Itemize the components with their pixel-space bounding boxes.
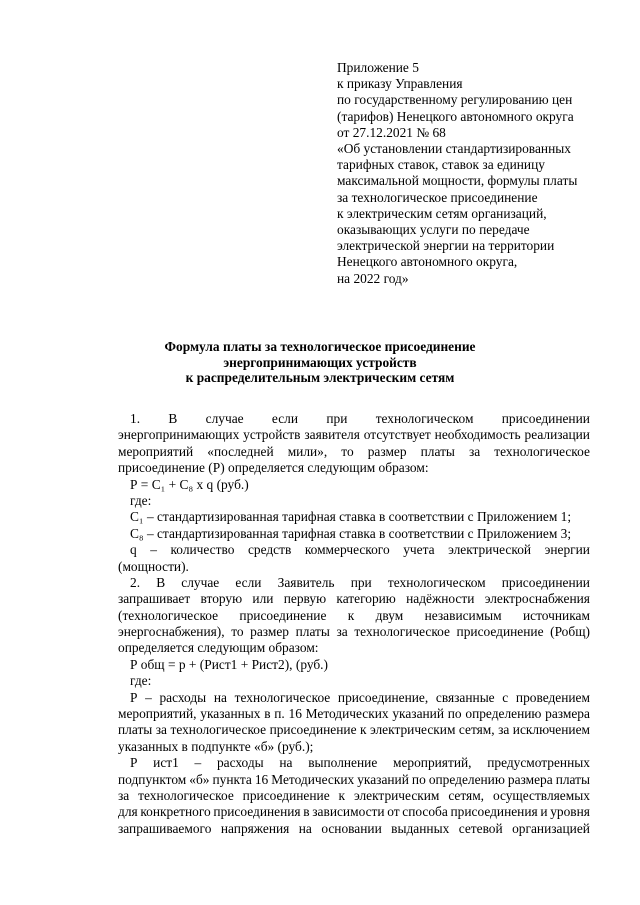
formula-line: Р = С₁ + С₈ x q (руб.): [130, 476, 249, 492]
word: 16: [254, 771, 269, 787]
word: от: [387, 804, 400, 820]
word: платы: [295, 624, 330, 640]
word: указанных: [200, 706, 261, 722]
body-line: где:: [130, 492, 152, 508]
word: за: [155, 722, 167, 738]
word: в: [303, 804, 310, 820]
word: организацией: [512, 820, 590, 836]
word: 16: [288, 706, 302, 722]
word: технологическое: [494, 443, 590, 459]
word: сетевой: [458, 820, 503, 836]
word: расходы: [216, 755, 264, 771]
word: первую: [283, 591, 327, 607]
word: и: [540, 804, 548, 820]
appendix-line: оказывающих услуги по передаче: [337, 222, 530, 238]
word: на: [279, 755, 293, 771]
appendix-line: по государственному регулированию цен: [337, 92, 573, 108]
word: ист1: [153, 755, 179, 771]
body-line: [118, 575, 590, 591]
word: п.: [274, 706, 285, 722]
word: определению: [465, 706, 542, 722]
word: выполнение: [308, 755, 378, 771]
body-line: [118, 788, 590, 804]
body-line: [118, 755, 590, 771]
word: платы: [118, 722, 153, 738]
word: необходимость: [434, 427, 521, 443]
word: присоединение: [239, 607, 327, 623]
body-line: присоединение (Р) определяется следующим образом:: [118, 460, 429, 476]
word: подпунктом: [118, 771, 187, 787]
word: энергии: [544, 542, 590, 558]
word: Методических: [271, 771, 355, 787]
body-line: [118, 591, 590, 607]
word: указаний: [357, 771, 409, 787]
word: технологическое: [170, 722, 267, 738]
body-line: [118, 411, 590, 427]
title-line: энергопринимающих устройств: [223, 354, 417, 370]
appendix-line: за технологическое присоединение: [337, 189, 538, 205]
word: проведением: [515, 689, 590, 705]
body-line: С₈ – стандартизированная тарифная ставка в соответствии с Приложением 3;: [130, 525, 572, 541]
word: определению: [428, 771, 505, 787]
word: зависимости: [312, 804, 385, 820]
word: В: [156, 574, 166, 590]
body-line: [118, 608, 590, 624]
word: энергопринимающих: [118, 427, 240, 443]
word: мероприятий,: [392, 755, 472, 771]
word: за: [336, 624, 348, 640]
word: уровня: [550, 804, 590, 820]
word: сетям,: [448, 787, 485, 803]
word: к: [338, 787, 346, 803]
word: (Робщ): [550, 624, 590, 640]
word: электрическим: [353, 787, 440, 803]
appendix-line: тарифных ставок, ставок за единицу: [337, 157, 545, 173]
word: если: [271, 411, 298, 426]
word: размер: [250, 624, 290, 640]
body-line: [118, 772, 590, 788]
title-line: к распределительным электрическим сетям: [185, 370, 455, 385]
word: присоединения: [213, 804, 301, 820]
body-line: [118, 542, 590, 558]
body-line: [118, 690, 590, 706]
word: присоединение: [242, 787, 330, 803]
word: электрической: [448, 542, 532, 558]
word: мили»,: [287, 443, 328, 459]
word: случае: [181, 574, 220, 590]
document-body: [118, 411, 590, 837]
appendix-line: к электрическим сетям организаций,: [337, 205, 547, 221]
word: по: [447, 706, 462, 722]
word: конкретного: [140, 804, 211, 820]
word: осуществляемых: [492, 787, 590, 803]
word: мероприятий: [118, 443, 194, 459]
word: категорию: [336, 591, 396, 607]
word: пункта: [212, 771, 252, 787]
word: за: [469, 443, 481, 459]
body-line: [118, 804, 590, 820]
word: или: [252, 591, 274, 607]
body-line: [118, 706, 590, 722]
word: устройств: [243, 427, 301, 443]
appendix-line: к приказу Управления: [337, 76, 463, 92]
word: размера: [507, 771, 553, 787]
word: электрическим: [369, 722, 456, 738]
body-line: [118, 722, 590, 738]
word: платы: [555, 771, 590, 787]
word: присоединения: [450, 804, 538, 820]
word: в: [264, 706, 271, 722]
word: при: [350, 574, 372, 590]
document-title: [0, 339, 640, 386]
word: двум: [375, 607, 404, 623]
word: запрашиваемого: [118, 820, 212, 836]
word: исключением: [512, 722, 590, 738]
word: –: [194, 755, 202, 771]
word: с: [502, 689, 509, 705]
word: мероприятий,: [118, 706, 197, 722]
body-line: определяется следующим образом:: [118, 640, 319, 656]
word: «б»: [189, 771, 210, 787]
word: энергоснабжения),: [118, 624, 225, 640]
appendix-line: от 27.12.2021 № 68: [337, 124, 446, 140]
body-line: (мощности).: [118, 558, 189, 574]
word: Р: [130, 689, 138, 705]
word: к: [347, 607, 355, 623]
word: если: [235, 574, 262, 590]
body-line: указанных в подпункте «б» (руб.);: [118, 738, 314, 754]
word: предусмотренных: [487, 755, 590, 771]
body-line: [118, 444, 590, 460]
word: выданных: [391, 820, 450, 836]
word: (технологическое: [118, 607, 219, 623]
body-line: где:: [130, 673, 152, 689]
word: для: [118, 804, 138, 820]
word: В: [168, 411, 178, 426]
word: к: [360, 722, 367, 738]
body-line: [118, 427, 590, 443]
word: за: [118, 787, 130, 803]
appendix-header: [337, 60, 617, 287]
word: основании: [321, 820, 382, 836]
formula-line: Р общ = р + (Рист1 + Рист2), (руб.): [130, 656, 328, 672]
body-line: [118, 624, 590, 640]
word: электроснабжения: [484, 591, 590, 607]
word: коммерческого: [304, 542, 390, 558]
word: присоединение: [269, 722, 357, 738]
word: источникам: [523, 607, 590, 623]
word: расходы: [159, 689, 207, 705]
word: размер: [367, 443, 407, 459]
appendix-line: Приложение 5: [337, 60, 419, 75]
word: Заявитель: [277, 574, 335, 590]
word: то: [231, 624, 244, 640]
appendix-line: «Об установлении стандартизированных: [337, 141, 571, 157]
word: технологическое: [138, 787, 234, 803]
appendix-line: электрической энергии на территории: [337, 238, 555, 254]
appendix-line: на 2022 год»: [337, 270, 409, 286]
word: запрашивает: [118, 591, 191, 607]
word: технологическое: [234, 689, 331, 705]
appendix-line: (тарифов) Ненецкого автономного округа: [337, 108, 574, 124]
word: средств: [247, 542, 292, 558]
word: Методических: [305, 706, 389, 722]
word: надёжности: [406, 591, 475, 607]
word: присоединении: [501, 574, 590, 590]
appendix-line: максимальной мощности, формулы платы: [337, 173, 578, 189]
word: на: [213, 689, 227, 705]
word: технологическом: [375, 411, 474, 426]
word: количество: [170, 542, 235, 558]
word: присоединении: [501, 411, 590, 426]
word: Р: [130, 755, 138, 771]
word: 1.: [130, 411, 141, 426]
word: случае: [205, 411, 244, 426]
word: независимым: [424, 607, 502, 623]
word: присоединение,: [337, 689, 429, 705]
word: способа: [402, 804, 448, 820]
word: присоединение: [456, 624, 544, 640]
word: технологическом: [387, 574, 486, 590]
word: реализации: [524, 427, 590, 443]
word: сетям,: [458, 722, 495, 738]
word: –: [145, 689, 152, 705]
body-line: С₁ – стандартизированная тарифная ставка в соответствии с Приложением 1;: [130, 509, 572, 525]
word: учета: [403, 542, 435, 558]
appendix-line: Ненецкого автономного округа,: [337, 254, 518, 270]
word: технологическое: [354, 624, 450, 640]
word: q: [130, 542, 137, 558]
word: 2.: [130, 574, 141, 590]
word: по: [411, 771, 426, 787]
word: заявителя: [304, 427, 360, 443]
word: указаний: [392, 706, 445, 722]
word: размера: [545, 706, 590, 722]
word: на: [298, 820, 312, 836]
word: при: [326, 411, 348, 426]
word: напряжения: [220, 820, 290, 836]
word: –: [150, 542, 157, 558]
word: вторую: [200, 591, 243, 607]
word: связанные: [435, 689, 495, 705]
word: «последней: [207, 443, 274, 459]
title-line: Формула платы за технологическое присоединение: [164, 339, 476, 354]
word: платы: [420, 443, 455, 459]
word: отсутствует: [363, 427, 431, 443]
body-line: [118, 821, 590, 837]
word: за: [498, 722, 510, 738]
word: то: [341, 443, 354, 459]
